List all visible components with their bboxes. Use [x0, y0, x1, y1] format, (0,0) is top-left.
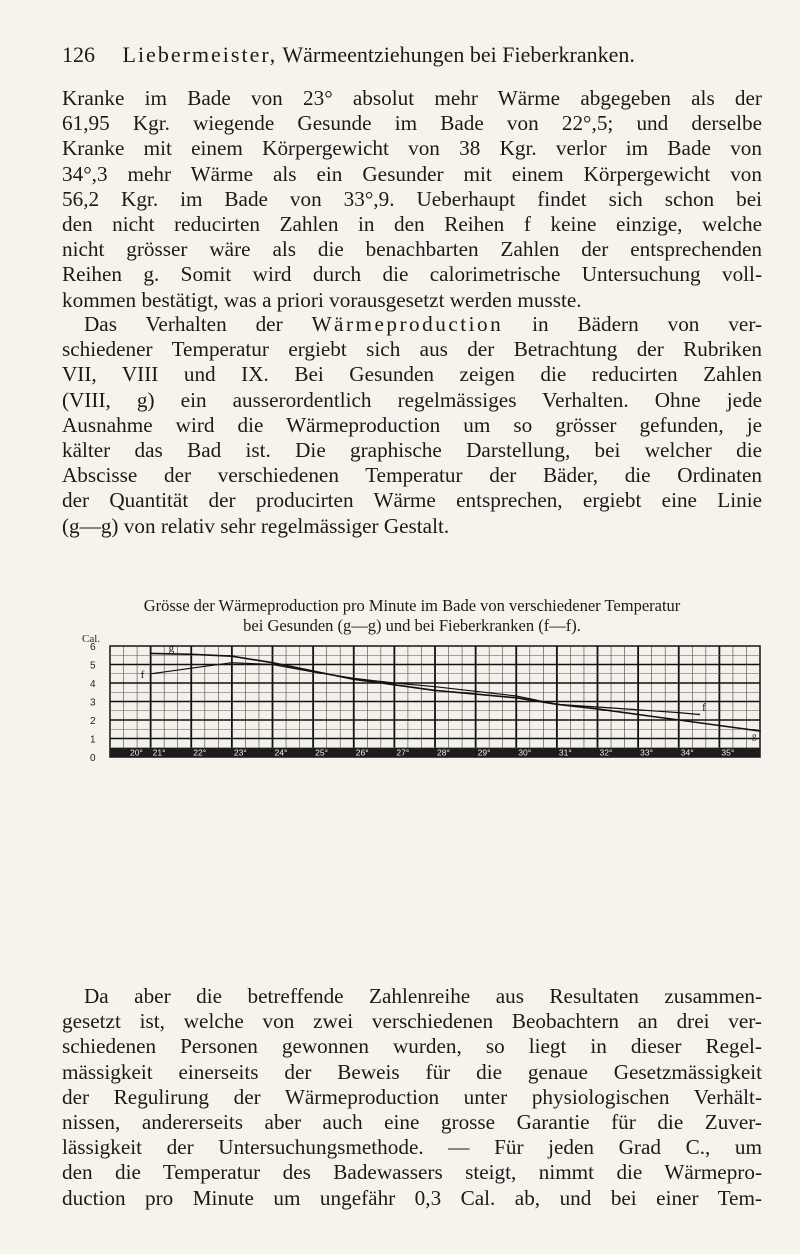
text-line: schiedenen Personen gewonnen wurden, so liegt in dieser Regel-	[62, 1034, 762, 1059]
data-point-g	[718, 725, 720, 727]
x-tick-label: 29°	[477, 747, 491, 758]
text-line: kälter das Bad ist. Die graphische Darstellung, bei welcher die	[62, 438, 762, 463]
x-tick-label: 28°	[437, 747, 450, 758]
text-line: Kranke mit einem Körpergewicht von 38 Kgr. verlor im Bade von	[62, 136, 762, 161]
data-point-g	[637, 714, 639, 716]
data-point-f	[393, 682, 395, 684]
data-point-f	[678, 712, 680, 714]
y-tick-label: 4	[90, 679, 96, 690]
x-tick-label: 31°	[558, 747, 572, 758]
text-line: 34°,3 mehr Wärme als ein Gesunder mit einem Körpergewicht von	[62, 161, 762, 186]
y-axis-label: Cal.	[82, 633, 101, 645]
header-author: Liebermeister,	[122, 42, 278, 67]
data-point-g	[272, 662, 274, 664]
paragraph-1	[62, 86, 762, 313]
text-line: gesetzt ist, welche von zwei verschiedenen Beobachtern an drei ver-	[62, 1009, 762, 1034]
series-label-f-end: f	[702, 701, 706, 714]
x-tick-label: 20°	[130, 747, 143, 758]
x-tick-label: 22°	[193, 747, 207, 758]
text-line: den die Temperatur des Badewassers steigt, nimmt die Wärmepro-	[62, 1160, 762, 1185]
text-line: den nicht reducirten Zahlen in den Reihen f keine einzige, welche	[62, 212, 762, 237]
paragraph-3	[62, 984, 762, 1211]
y-tick-label: 6	[90, 642, 96, 653]
text-line: duction pro Minute um ungefähr 0,3 Cal. ab, und bei einer Tem-	[62, 1185, 762, 1210]
data-point-f	[698, 714, 700, 716]
data-point-f	[475, 690, 477, 692]
data-point-f	[434, 686, 436, 688]
data-point-f	[515, 695, 517, 697]
text-line: 61,95 Kgr. wiegende Gesunde im Bade von 22°,5; und derselbe	[62, 111, 762, 136]
x-tick-label: 24°	[274, 747, 288, 758]
text-line: (g—g) von relativ sehr regelmässiger Gestalt.	[62, 513, 450, 538]
y-tick-label: 3	[90, 697, 96, 709]
caption-line: Grösse der Wärmeproduction pro Minute im Bade von verschiedener Temperatur	[143, 596, 681, 615]
data-point-g	[150, 653, 152, 655]
text-line: 56,2 Kgr. im Bade von 33°,9. Ueberhaupt findet sich schon bei	[62, 186, 762, 211]
x-tick-band	[110, 748, 760, 757]
data-point-f	[597, 706, 599, 708]
running-header	[62, 42, 762, 68]
caption-line: bei Gesunden (g—g) und bei Fieberkranken (f—f).	[243, 616, 581, 635]
data-point-f	[231, 662, 233, 664]
text-line: der Quantität der producirten Wärme entsprechen, ergiebt eine Linie	[62, 488, 762, 513]
data-point-f	[637, 709, 639, 711]
data-point-f	[190, 667, 192, 669]
x-tick-label: 27°	[396, 747, 410, 758]
x-tick-label: 35°	[721, 747, 735, 758]
x-tick-label: 34°	[680, 747, 694, 758]
text-line: kommen bestätigt, was a priori vorausgesetzt werden musste.	[62, 287, 582, 312]
emphasis-term: Wärmeproduction	[311, 312, 504, 336]
data-point-f	[150, 673, 152, 675]
data-point-f	[353, 677, 355, 679]
series-label-g-end: g	[752, 731, 757, 742]
data-point-f	[272, 664, 274, 666]
text-line: (VIII, g) ein ausserordentlich regelmässiges Verhalten. Ohne jede	[62, 387, 762, 412]
x-tick-label: 30°	[518, 747, 532, 758]
text-line: schiedener Temperatur ergiebt sich aus der Betrachtung der Rubriken	[62, 337, 762, 362]
data-point-f	[556, 703, 558, 705]
series-label-g: g	[168, 642, 175, 655]
text-line	[62, 312, 762, 337]
text-line: Kranke im Bade von 23° absolut mehr Wärme abgegeben als der	[62, 86, 762, 110]
figure-caption	[62, 596, 762, 636]
paragraph-2	[62, 312, 762, 539]
text-line: der Regulirung der Wärmeproduction unter physiologischen Verhält-	[62, 1084, 762, 1109]
x-tick-label: 32°	[599, 747, 613, 758]
data-point-g	[515, 697, 517, 699]
y-tick-label: 2	[90, 716, 96, 727]
x-tick-label: 25°	[315, 747, 328, 758]
data-point-g	[759, 730, 761, 732]
text-line: lässigkeit der Untersuchungsmethode. — Für jeden Grad C., um	[62, 1135, 762, 1160]
data-point-g	[597, 708, 599, 710]
data-point-g	[475, 693, 477, 695]
x-tick-label: 21°	[152, 747, 166, 758]
x-tick-label: 33°	[640, 747, 653, 758]
x-tick-label: 23°	[233, 747, 247, 758]
text-line: nissen, andererseits aber auch eine grosse Garantie für die Zuver-	[62, 1110, 762, 1135]
text-line: Da aber die betreffende Zahlenreihe aus Resultaten zusammen-	[84, 984, 762, 1008]
y-tick-label: 1	[90, 734, 96, 746]
page-number: 126	[62, 42, 95, 67]
y-tick-label: 5	[90, 660, 96, 672]
y-tick-label: 0	[90, 753, 96, 764]
text-line: nicht grösser wäre als die benachbarten Zahlen der entsprechenden	[62, 237, 762, 262]
data-point-g	[190, 653, 192, 655]
text-line: mässigkeit einerseits der Beweis für die genaue Gesetzmässigkeit	[62, 1059, 762, 1084]
data-point-g	[678, 719, 680, 721]
data-point-g	[231, 655, 233, 657]
data-point-f	[312, 671, 314, 673]
heat-production-chart	[80, 633, 775, 772]
text-fragment: Das Verhalten der	[84, 312, 283, 336]
text-line: Abscisse der verschiedenen Temperatur der Bäder, die Ordinaten	[62, 463, 762, 488]
text-fragment: in Bädern von ver-	[532, 312, 762, 336]
text-line: VII, VIII und IX. Bei Gesunden zeigen die reducirten Zahlen	[62, 362, 762, 387]
text-line: Reihen g. Somit wird durch die calorimetrische Untersuchung voll-	[62, 262, 762, 287]
x-tick-label: 26°	[355, 747, 369, 758]
text-line: Ausnahme wird die Wärmeproduction um so grösser gefunden, je	[62, 412, 762, 437]
series-label-f: f	[140, 668, 145, 681]
header-title: Wärmeentziehungen bei Fieberkranken.	[282, 42, 635, 67]
data-point-g	[434, 690, 436, 692]
x-tick-label: 36°	[762, 747, 775, 758]
data-point-g	[393, 684, 395, 686]
